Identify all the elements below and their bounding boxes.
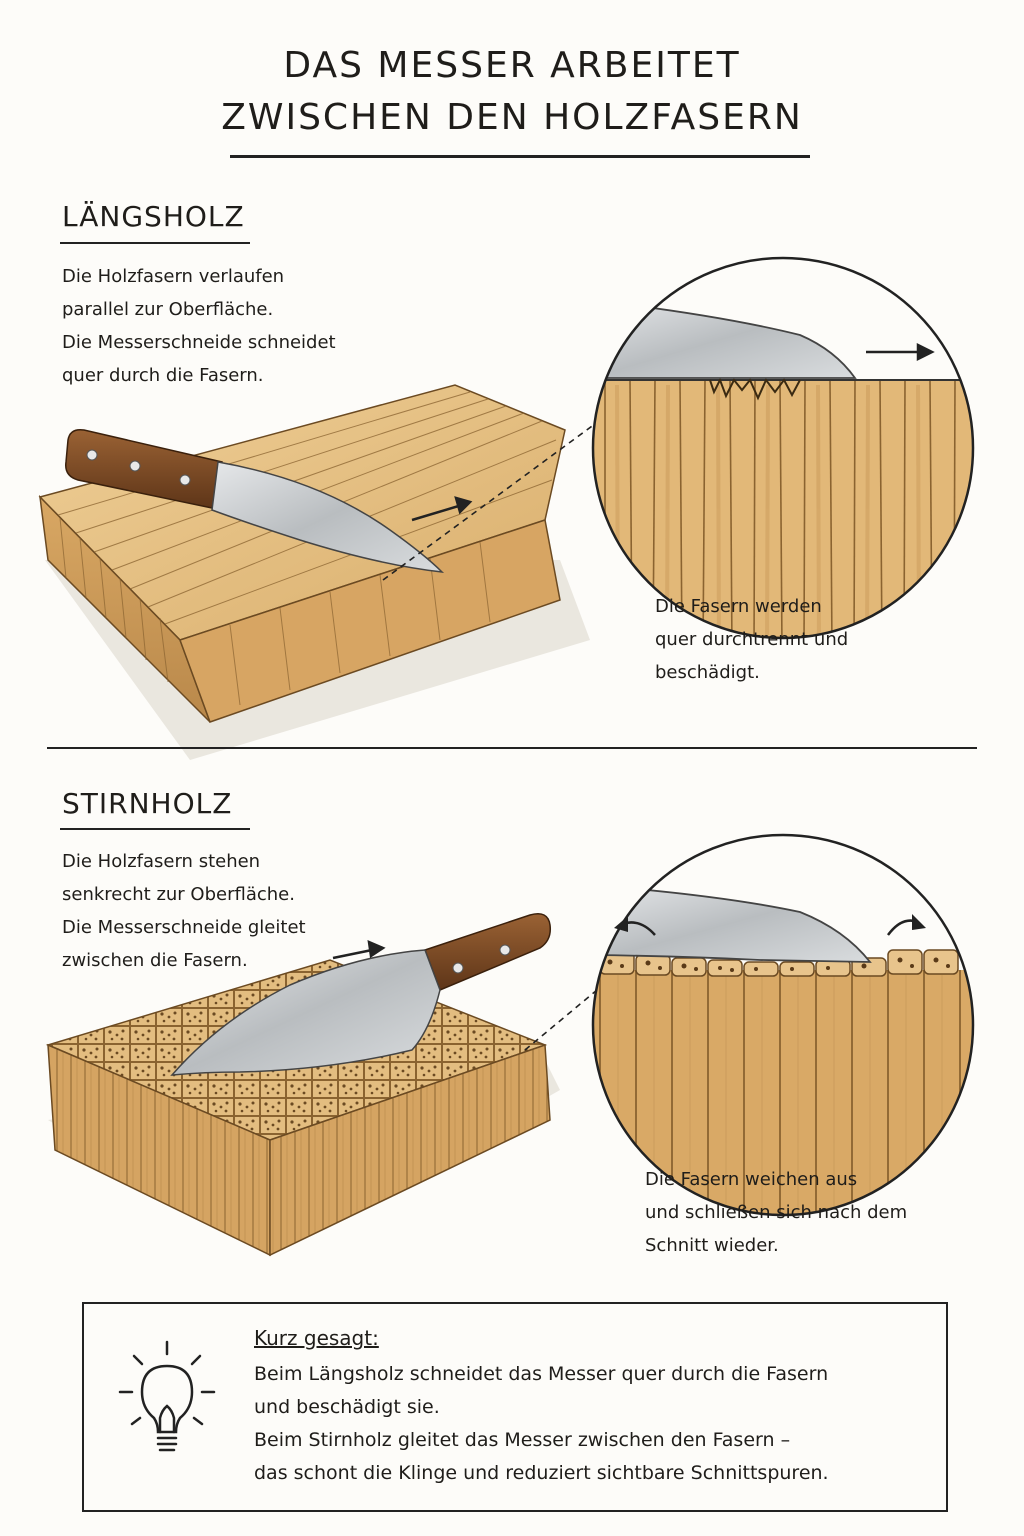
lightbulb-icon bbox=[112, 1334, 222, 1474]
stirnholz-connector-line bbox=[525, 985, 603, 1050]
laengsholz-heading: LÄNGSHOLZ bbox=[62, 200, 245, 233]
summary-text bbox=[254, 1358, 829, 1490]
laengsholz-desc-line-2: parallel zur Oberfläche. bbox=[62, 299, 274, 320]
summary-heading: Kurz gesagt: bbox=[254, 1326, 379, 1350]
summary-line-4: das schont die Klinge und reduziert sichtbare Schnittspuren. bbox=[254, 1462, 829, 1484]
stirnholz-caption-line-2: und schließen sich nach dem bbox=[645, 1202, 908, 1223]
stirnholz-direction-arrow bbox=[333, 942, 383, 958]
laengsholz-desc-line-1: Die Holzfasern verlaufen bbox=[62, 266, 285, 287]
title-line-2: ZWISCHEN DEN HOLZFASERN bbox=[221, 97, 803, 138]
summary-line-2: und beschädigt sie. bbox=[254, 1396, 440, 1418]
summary-line-3: Beim Stirnholz gleitet das Messer zwischen den Fasern – bbox=[254, 1429, 791, 1451]
stirnholz-caption-line-3: Schnitt wieder. bbox=[645, 1235, 779, 1256]
laengsholz-desc-line-4: quer durch die Fasern. bbox=[62, 365, 264, 386]
laengsholz-caption-line-2: quer durchtrennt und bbox=[655, 629, 849, 650]
laengsholz-desc-line-3: Die Messerschneide schneidet bbox=[62, 332, 336, 353]
laengsholz-caption-line-1: Die Fasern werden bbox=[655, 596, 822, 617]
title-line-1: DAS MESSER ARBEITET bbox=[283, 45, 741, 86]
stirnholz-detail-caption bbox=[645, 1163, 907, 1262]
stirnholz-knife-handle bbox=[425, 914, 550, 990]
stirnholz-desc-line-1: Die Holzfasern stehen bbox=[62, 851, 261, 872]
stirnholz-desc-line-4: zwischen die Fasern. bbox=[62, 950, 248, 971]
stirnholz-caption-line-1: Die Fasern weichen aus bbox=[645, 1169, 858, 1190]
stirnholz-heading: STIRNHOLZ bbox=[62, 787, 233, 820]
laengsholz-caption-line-3: beschädigt. bbox=[655, 662, 760, 683]
summary-line-1: Beim Längsholz schneidet das Messer quer durch die Fasern bbox=[254, 1363, 829, 1385]
stirnholz-desc-line-3: Die Messerschneide gleitet bbox=[62, 917, 306, 938]
summary-box bbox=[82, 1302, 948, 1512]
stirnholz-desc-line-2: senkrecht zur Oberfläche. bbox=[62, 884, 295, 905]
